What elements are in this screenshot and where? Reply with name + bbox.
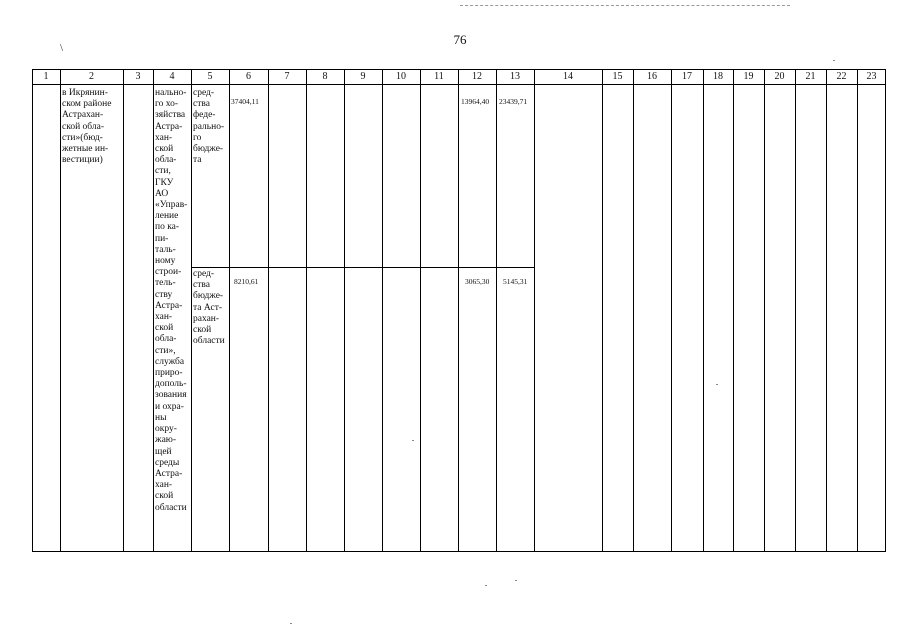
column-header: 12 [472,71,482,82]
column-divider [795,69,796,552]
scan-speck [515,580,517,581]
column-header: 13 [510,71,520,82]
column-header: 3 [135,71,141,82]
federal-col12-value: 13964,40 [461,97,490,106]
top-dashed-line [460,5,790,6]
column-divider [382,69,383,552]
object-name-cell: в Икрянин- ском районе Астрахан- ской обла- сти»(бюд- жетные ин- вестиции) [62,88,112,166]
column-divider [420,69,421,552]
column-divider [60,69,61,552]
column-header: 4 [169,71,175,82]
responsible-bodies-cell: нально- го хо- зяйства Астра- хан- ской обла- сти, ГКУ АО «Управ- ление по ка- пи- таль- ному строи- тель- ству Астра- хан- ской обла- сти», служба приро- дополь- зования и охра- ны окру- жаю- щей среды Астра- хан- ской области [155,88,188,513]
scan-speck [290,623,292,624]
column-header: 10 [396,71,406,82]
column-divider [671,69,672,552]
column-divider [344,69,345,552]
column-header: 7 [284,71,290,82]
column-divider [703,69,704,552]
federal-col13-value: 23439,71 [499,97,528,106]
regional-col12-value: 3065,30 [465,277,490,286]
column-divider [764,69,765,552]
funding-source-federal: сред- ства феде- рально- го бюдже- та [193,88,225,166]
column-header: 17 [682,71,692,82]
column-header: 16 [647,71,657,82]
column-divider [229,69,230,552]
column-divider [123,69,124,552]
column-divider [602,69,603,552]
column-divider [496,69,497,552]
column-header: 21 [805,71,816,82]
column-divider [826,69,827,552]
regional-col13-value: 5145,31 [503,277,528,286]
column-header: 5 [207,71,213,82]
scan-speck [485,585,487,586]
column-header: 14 [563,71,573,82]
column-divider [534,69,535,552]
sub-row-divider [191,267,534,268]
column-header: 15 [612,71,623,82]
column-header: 22 [836,71,847,82]
column-divider [633,69,634,552]
column-divider [268,69,269,552]
column-header: 18 [713,71,723,82]
column-divider [191,69,192,552]
column-header: 1 [43,71,49,82]
scan-mark: \ [60,42,64,54]
column-header: 20 [774,71,785,82]
column-divider [733,69,734,552]
column-header: 23 [866,71,877,82]
federal-total-value: 37404,11 [231,97,259,106]
page-number: 76 [453,32,467,47]
column-header: 8 [322,71,328,82]
funding-source-regional: сред- ства бюдже- та Аст- рахан- ской области [193,269,225,347]
column-header: 9 [360,71,366,82]
column-divider [458,69,459,552]
regional-total-value: 8210,61 [234,277,259,286]
column-header: 11 [434,71,444,82]
column-header: 2 [89,71,94,82]
column-divider [857,69,858,552]
column-divider [153,69,154,552]
column-header: 6 [246,71,251,82]
column-header: 19 [743,71,754,82]
scan-speck [833,60,835,61]
column-divider [306,69,307,552]
